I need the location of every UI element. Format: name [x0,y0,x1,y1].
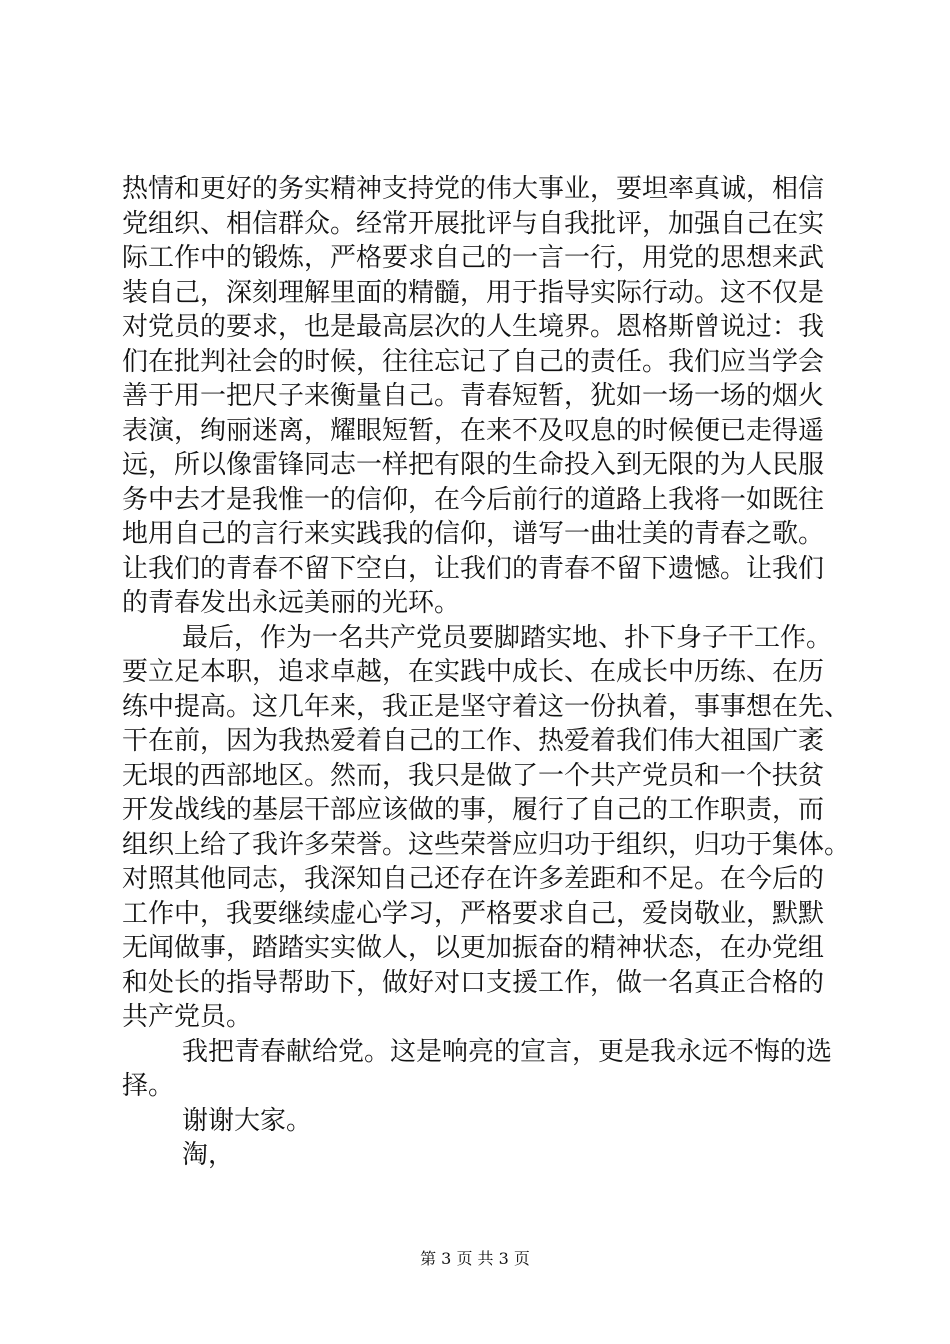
text-line: 择。 [122,1071,175,1101]
text-line: 对照其他同志，我深知自己还存在许多差距和不足。在今后的 [122,864,825,894]
text-line: 练中提高。这几年来，我正是坚守着这一份执着，事事想在先、 [122,691,851,722]
text-line: 工作中，我要继续虚心学习，严格要求自己，爱岗敬业，默默 [122,898,825,929]
text-line: 善于用一把尺子来衡量自己。青春短暂，犹如一场一场的烟火 [122,381,825,411]
text-line: 际工作中的锻炼，严格要求自己的一言一行，用党的思想来武 [122,243,825,273]
text-line: 要立足本职，追求卓越，在实践中成长、在成长中历练、在历 [122,657,825,687]
text-line: 开发战线的基层干部应该做的事，履行了自己的工作职责，而 [122,795,825,825]
text-line: 和处长的指导帮助下，做好对口支援工作，做一名真正合格的 [122,967,825,998]
text-line: 让我们的青春不留下空白，让我们的青春不留下遗憾。让我们 [122,553,825,584]
text-line: 们在批判社会的时候，往往忘记了自己的责任。我们应当学会 [122,346,825,377]
text-line: 我把青春献给党。这是响亮的宣言，更是我永远不悔的选 [182,1036,833,1067]
text-line: 无闻做事，踏踏实实做人，以更加振奋的精神状态，在办党组 [122,933,825,963]
text-line: 最后，作为一名共产党员要脚踏实地、扑下身子干工作。 [182,622,833,653]
text-line: 装自己，深刻理解里面的精髓，用于指导实际行动。这不仅是 [122,277,825,308]
text-line: 共产党员。 [122,1002,253,1032]
text-line: 淘， [182,1140,235,1170]
body-text [122,172,851,1173]
text-line: 的青春发出永远美丽的光环。 [122,588,461,618]
text-line: 表演，绚丽迷离，耀眼短暂，在来不及叹息的时候便已走得遥 [122,415,825,446]
text-line: 热情和更好的务实精神支持党的伟大事业，要坦率真诚，相信 [122,174,825,204]
text-line: 务中去才是我惟一的信仰，在今后前行的道路上我将一如既往 [122,484,825,515]
text-line: 无垠的西部地区。然而，我只是做了一个共产党员和一个扶贫 [122,760,825,791]
text-line: 干在前，因为我热爱着自己的工作、热爱着我们伟大祖国广袤 [122,726,825,756]
text-line: 谢谢大家。 [182,1105,313,1136]
text-line: 对党员的要求，也是最高层次的人生境界。恩格斯曾说过：我 [122,312,825,342]
page-footer: 第 3 页 共 3 页 [420,1249,530,1268]
text-line: 地用自己的言行来实践我的信仰，谱写一曲壮美的青春之歌。 [122,519,825,549]
text-line: 远，所以像雷锋同志一样把有限的生命投入到无限的为人民服 [122,450,825,480]
text-line: 组织上给了我许多荣誉。这些荣誉应归功于组织，归功于集体。 [122,829,851,860]
text-line: 党组织、相信群众。经常开展批评与自我批评，加强自己在实 [122,208,825,239]
